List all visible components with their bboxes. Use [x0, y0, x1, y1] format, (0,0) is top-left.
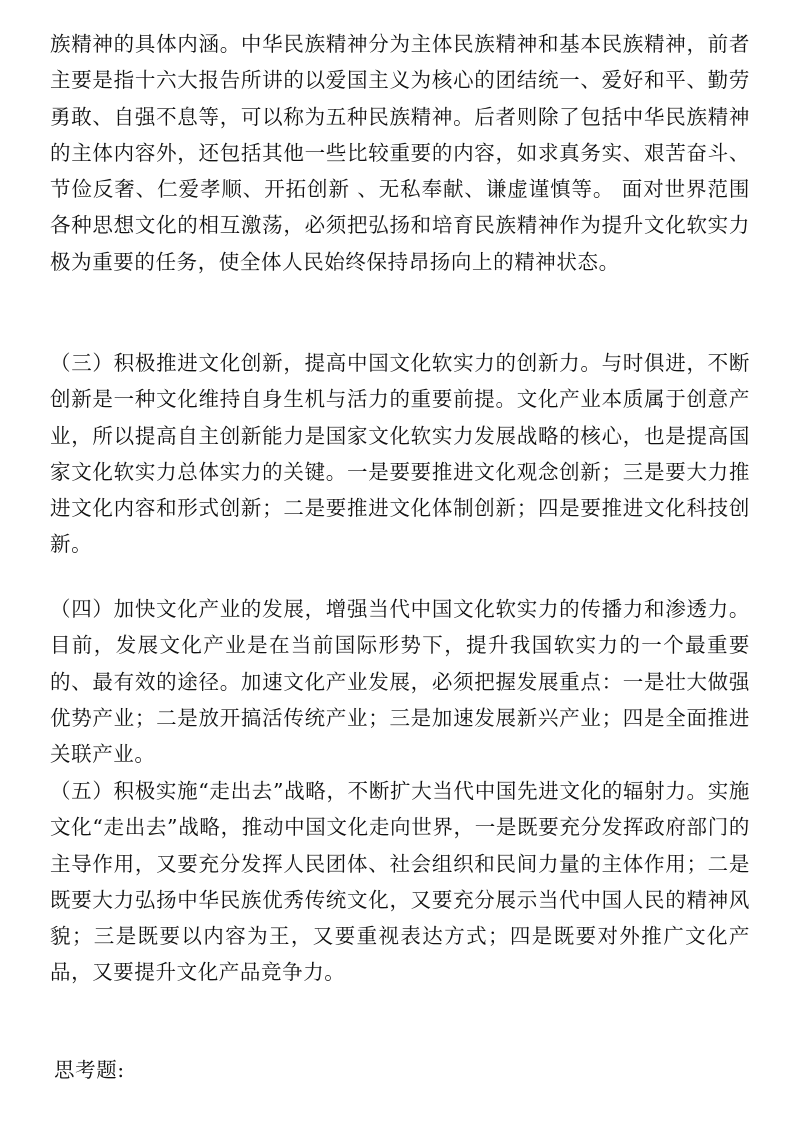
questions-heading: 思考题: — [54, 1058, 125, 1082]
paragraph-cultural-industry: （四）加快文化产业的发展，增强当代中国文化软实力的传播力和渗透力。目前，发展文化产业是在当前国际形势下，提升我国软实力的一个最重要的、最有效的途径。加速文化产业发展，必须把握发展重点：一是壮大做强优势产业；二是放开搞活传统产业；三是加速发展新兴产业；四是全面推进关联产业。 — [50, 597, 750, 767]
paragraph-going-out-strategy: （五）积极实施“走出去”战略，不断扩大当代中国先进文化的辐射力。实施文化“走出去”战略，推动中国文化走向世界，一是既要充分发挥政府部门的主导作用，又要充分发挥人民团体、社会组织和民间力量的主体作用；二是既要大力弘扬中华民族优秀传统文化，又要充分展示当代中国人民的精神风貌；三是既要以内容为王，又要重视表达方式；四是既要对外推广文化产品，又要提升文化产品竞争力。 — [50, 779, 750, 985]
paragraph-national-spirit: 族精神的具体内涵。中华民族精神分为主体民族精神和基本民族精神，前者主要是指十六大报告所讲的以爱国主义为核心的团结统一、爱好和平、勤劳勇敢、自强不息等，可以称为五种民族精神。后者则除了包括中华民族精神的主体内容外，还包括其他一些比较重要的内容，如求真务实、艰苦奋斗、节俭反奢、仁爱孝顺、开拓创新 、无私奉献、谦虚谨慎等。 面对世界范围各种思想文化的相互激荡，必须把弘扬和培育民族精神作为提升文化软实力极为重要的任务，使全体人民始终保持昂扬向上的精神状态。 — [50, 32, 750, 274]
paragraph-cultural-innovation: （三）积极推进文化创新，提高中国文化软实力的创新力。与时俱进，不断创新是一种文化维持自身生机与活力的重要前提。文化产业本质属于创意产业，所以提高自主创新能力是国家文化软实力发展战略的核心，也是提高国家文化软实力总体实力的关键。一是要要推进文化观念创新；三是要大力推进文化内容和形式创新；二是要推进文化体制创新；四是要推进文化科技创新。 — [50, 351, 750, 557]
